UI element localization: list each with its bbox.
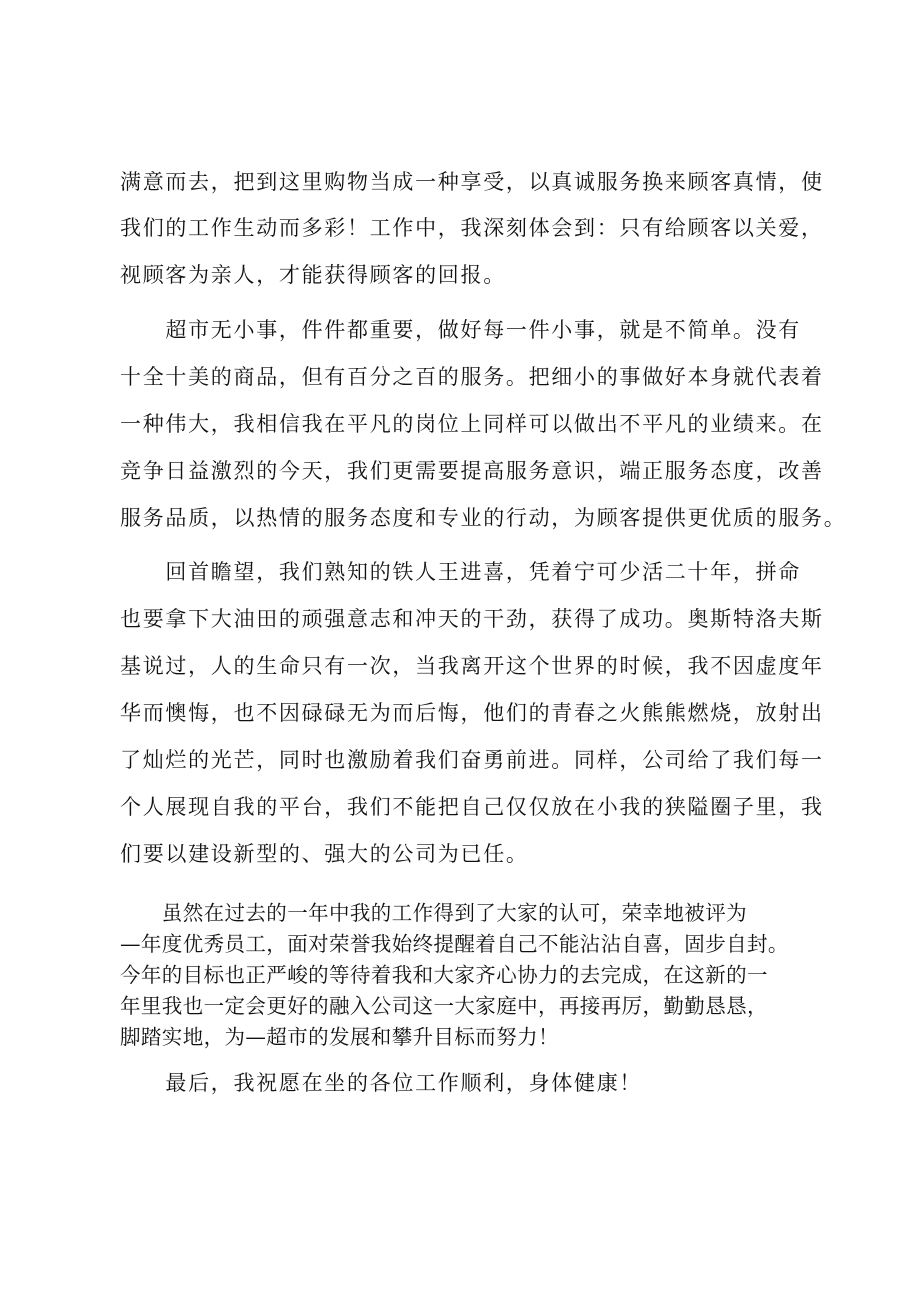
paragraph-2-line-4: 竞争日益激烈的今天，我们更需要提高服务意识，端正服务态度，改善	[120, 459, 824, 483]
paragraph-5-line-1: 最后，我祝愿在坐的各位工作顺利，身体健康！	[120, 1071, 643, 1095]
paragraph-4-line-5: 脚踏实地，为—超市的发展和攀升目标而努力！	[120, 1025, 559, 1049]
paragraph-4-line-3: 今年的目标也正严峻的等待着我和大家齐心协力的去完成，在这新的一	[120, 963, 768, 987]
paragraph-1-line-3: 视顾客为亲人，才能获得顾客的回报。	[120, 263, 506, 287]
paragraph-3-line-2: 也要拿下大油田的顽强意志和冲天的干劲，获得了成功。奥斯特洛夫斯	[120, 607, 824, 631]
paragraph-2-line-1: 超市无小事，件件都重要，做好每一件小事，就是不简单。没有	[120, 318, 801, 342]
paragraph-2-line-5: 服务品质，以热情的服务态度和专业的行动，为顾客提供更优质的服务。	[120, 506, 847, 530]
paragraph-3-line-7: 们要以建设新型的、强大的公司为已任。	[120, 842, 529, 866]
paragraph-3-line-1: 回首瞻望，我们熟知的铁人王进喜，凭着宁可少活二十年，拼命	[120, 560, 801, 584]
paragraph-4-line-1: 虽然在过去的一年中我的工作得到了大家的认可，荣幸地被评为	[120, 901, 747, 925]
paragraph-4-line-2: —年度优秀员工，面对荣誉我始终提醒着自己不能沾沾自喜，固步自封。	[120, 932, 789, 956]
paragraph-3-line-4: 华而懊悔，也不因碌碌无为而后悔，他们的青春之火熊熊燃烧，放射出	[120, 701, 824, 725]
paragraph-4-line-4: 年里我也一定会更好的融入公司这一大家庭中，再接再厉，勤勤恳恳，	[120, 994, 768, 1018]
paragraph-1-line-2: 我们的工作生动而多彩！工作中，我深刻体会到：只有给顾客以关爱，	[120, 216, 824, 240]
paragraph-2-line-2: 十全十美的商品，但有百分之百的服务。把细小的事做好本身就代表着	[120, 365, 824, 389]
paragraph-1-line-1: 满意而去，把到这里购物当成一种享受，以真诚服务换来顾客真情，使	[120, 170, 824, 194]
paragraph-2-line-3: 一种伟大，我相信我在平凡的岗位上同样可以做出不平凡的业绩来。在	[120, 412, 824, 436]
paragraph-3-line-3: 基说过，人的生命只有一次，当我离开这个世界的时候，我不因虚度年	[120, 654, 824, 678]
paragraph-3-line-6: 个人展现自我的平台，我们不能把自己仅仅放在小我的狭隘圈子里，我	[120, 795, 824, 819]
paragraph-3-line-5: 了灿烂的光芒，同时也激励着我们奋勇前进。同样，公司给了我们每一	[120, 748, 824, 772]
